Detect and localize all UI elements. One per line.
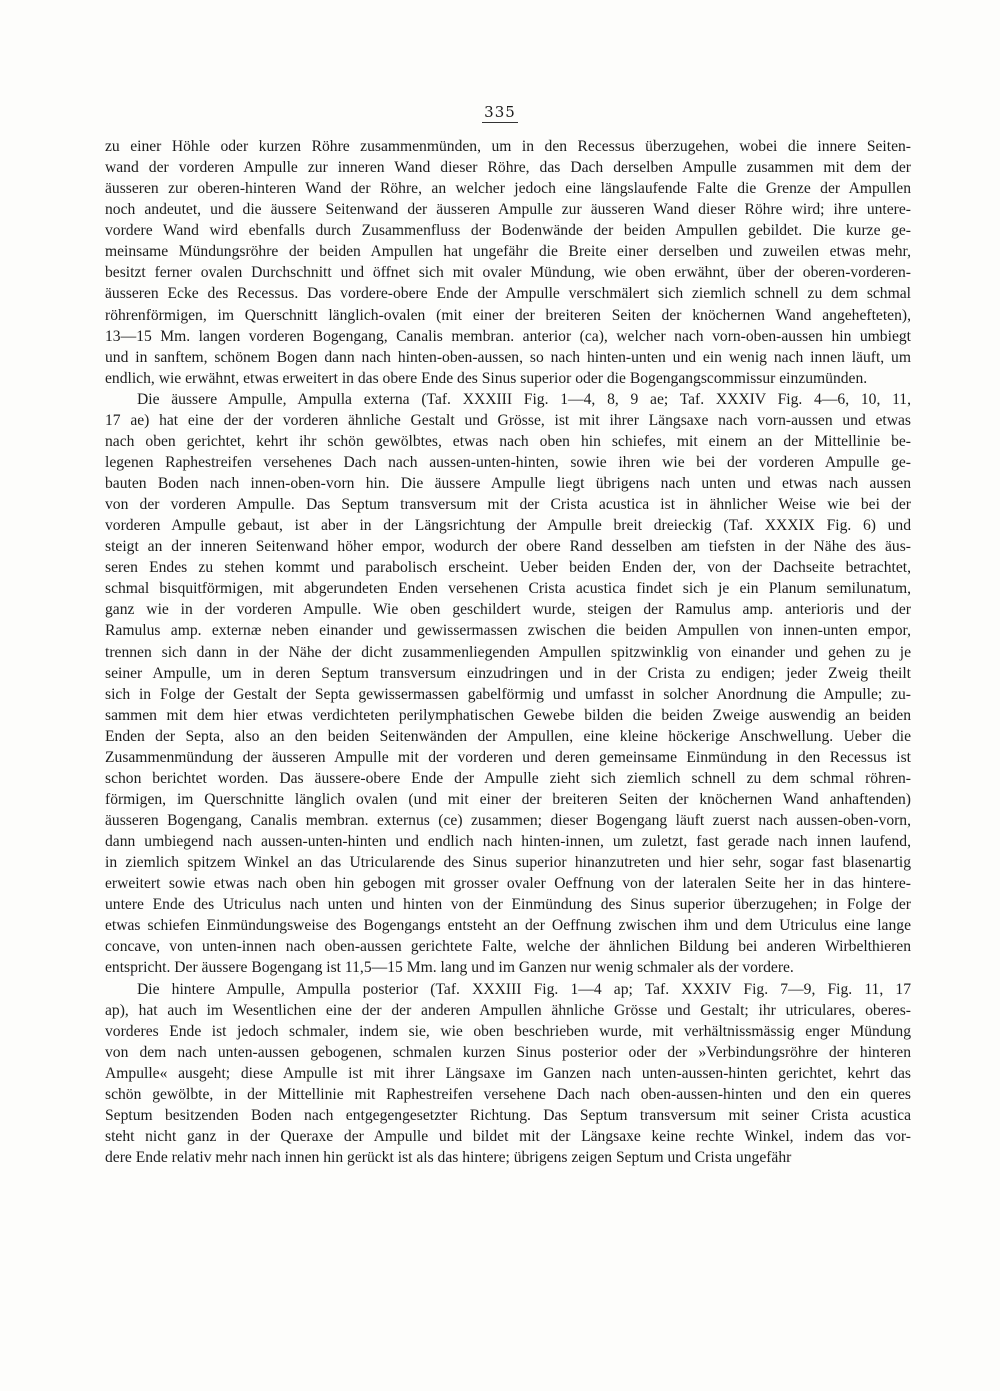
text-line: wand der vorderen Ampulle zur inneren Wand dieser Röhre, das Dach derselben Ampulle zusammen mit dem der	[105, 159, 911, 177]
text-line: besitzt ferner ovalen Durchschnitt und öffnet sich mit ovaler Mündung, wie oben erwähnt, über der oberen-vorderen-	[105, 264, 911, 282]
text-line: vorderen Ampulle gebaut, ist aber in der Längsrichtung der Ampulle breit dreieckig (Taf. XXXIX Fig. 6) und	[105, 517, 911, 535]
text-line: Zusammenmündung der äusseren Ampulle mit der vorderen und deren gemeinsame Einmündung in den Recessus ist	[105, 748, 911, 766]
text-line: schmal bisquitförmigen, mit abgerundeten Enden versehenen Crista acustica findet sich je ein Planum semilunatum,	[105, 580, 911, 598]
text-line: 17 ae) hat eine der der vorderen ähnliche Gestalt und Grösse, ist mit ihrer Längsaxe nach vorn-aussen und etwas	[105, 411, 911, 429]
text-line: äusseren zur oberen-hinteren Wand der Röhre, an welcher jedoch eine längslaufende Falte die Grenze der Ampullen	[105, 180, 911, 198]
text-line: sich in Folge der Gestalt der Septa gewissermassen gabelförmig und umfasst in solcher Anordnung die Ampulle; zu-	[105, 685, 911, 703]
text-line: äusseren Bogengang, Canalis membran. externus (ce) zusammen; dieser Bogengang läuft zuerst nach aussen-oben-vorn,	[105, 812, 911, 829]
text-line: endlich, wie erwähnt, etwas erweitert in das obere Ende des Sinus superior oder die Bogengangscommissur einzumünden.	[105, 369, 868, 387]
text-line: trennen sich dann in der Nähe der dicht zusammenliegenden Ampullen spitzwinklig von einander und gehen zu je	[105, 643, 911, 661]
text-line: noch andeutet, und die äussere Seitenwand der äusseren Ampulle zur äusseren Wand dieser Röhre wird; ihre untere-	[105, 201, 911, 219]
text-line: concave, von unten-innen nach oben-aussen gerichtete Falte, welche der ähnlichen Bildung bei anderen Wirbelthieren	[105, 938, 911, 956]
text-line: nach oben gerichtet, kehrt ihr schön gewölbtes, etwas nach oben hin schiefes, mit einem an der Mittellinie be-	[105, 432, 911, 450]
text-line: vorderes Ende ist jedoch schmaler, indem sie, wie oben beschrieben wurde, mit verhältnissmässig enger Mündung	[105, 1022, 911, 1040]
text-line: Septum besitzenden Boden nach entgegengesetzter Richtung. Das Septum transversum mit seiner Crista acustica	[105, 1106, 911, 1124]
text-line: vordere Wand wird ebenfalls durch Zusammenfluss der Bodenwände der beiden Ampullen gebildet. Die kurze ge-	[105, 222, 911, 240]
body-text	[105, 136, 911, 1168]
text-line: bauten Boden nach innen-oben-vorn hin. Die äussere Ampulle liegt übrigens nach unten und etwas nach aussen	[105, 475, 911, 492]
text-line: röhrenförmigen, im Querschnitt länglich-ovalen (mit einer der breiteren Seiten der knöchernen Wand angehefteten),	[105, 306, 911, 324]
text-line: in ziemlich spitzem Winkel an das Utricularende des Sinus superior hinanzutreten und hier sehr, sogar fast blasenartig	[105, 854, 911, 872]
text-line: schön gewölbte, in der Mittellinie mit Raphestreifen versehene Dach nach oben-aussen-hinten und den ein queres	[105, 1085, 911, 1103]
paragraph	[105, 979, 911, 1169]
text-line: ganz wie in der vorderen Ampulle. Wie oben geschildert wurde, steigen der Ramulus amp. anterioris und der	[105, 601, 911, 619]
text-line: untere Ende des Utriculus nach unten und hinten von der Einmündung des Sinus superior überzugehen; in Folge der	[105, 896, 911, 914]
text-line: seiner Ampulle, um in deren Septum transversum einzudringen und in der Crista zu endigen; jeder Zweig theilt	[105, 664, 911, 682]
text-line: von dem nach unten-aussen gebogenen, schmalen kurzen Sinus posterior oder der »Verbindungsröhre der hinteren	[105, 1043, 911, 1061]
text-line: Enden der Septa, also an den beiden Seitenwänden der Ampullen, eine kleine höckerige Anschwellung. Ueber die	[105, 727, 911, 745]
text-line: dann umbiegend nach aussen-unten-hinten und endlich nach hinten-innen, um zuletzt, fast gerade nach innen laufend,	[105, 833, 911, 851]
page-number-text: 335	[484, 103, 516, 121]
text-line: Die äussere Ampulle, Ampulla externa (Taf. XXXIII Fig. 1—4, 8, 9 ae; Taf. XXXIV Fig. 4—6, 10, 11,	[137, 390, 911, 408]
paragraph	[105, 389, 911, 979]
text-line: ap), hat auch im Wesentlichen eine der der anderen Ampullen ähnliche Grösse und Gestalt; ihr utriculares, oberes-	[105, 1001, 911, 1019]
text-line: steht nicht ganz in der Queraxe der Ampulle und bildet mit der Längsaxe keine rechte Winkel, indem das vor-	[105, 1127, 911, 1145]
text-line: sammen mit dem hier etwas verdichteten perilymphatischen Gewebe bilden die beiden Zweige auswendig an beiden	[105, 706, 911, 724]
text-line: entspricht. Der äussere Bogengang ist 11,5—15 Mm. lang und im Ganzen nur wenig schmaler als der vordere.	[105, 959, 794, 977]
text-line: äusseren Ecke des Recessus. Das vordere-obere Ende der Ampulle verschmälert sich ziemlich schnell zu dem schmal	[105, 285, 911, 303]
page-number	[0, 103, 1000, 121]
text-line: dere Ende relativ mehr nach innen hin gerückt ist als das hintere; übrigens zeigen Septum und Crista ungefähr	[105, 1149, 792, 1166]
text-line: schon berichtet worden. Das äussere-obere Ende der Ampulle zieht sich ziemlich schnell zu dem schmal röhren-	[105, 769, 911, 787]
text-line: von der vorderen Ampulle. Das Septum transversum mit der Crista acustica ist in ähnlicher Weise wie bei der	[105, 496, 911, 514]
text-line: und in sanftem, schönem Bogen dann nach hinten-oben-aussen, so nach hinten-unten und ein wenig nach innen läuft, um	[105, 348, 911, 366]
text-line: förmigen, im Querschnitte länglich ovalen (und mit einer der breiteren Seiten der knöchernen Wand anhaftenden)	[105, 790, 911, 808]
text-line: zu einer Höhle oder kurzen Röhre zusammenmünden, um in den Recessus überzugehen, wobei die innere Seiten-	[105, 138, 911, 155]
text-line: 13—15 Mm. langen vorderen Bogengang, Canalis membran. anterior (ca), welcher nach vorn-oben-aussen hin umbiegt	[105, 327, 911, 345]
text-line: erweitert sowie etwas nach oben hin gebogen mit grosser ovaler Oeffnung von der lateralen Seite her in das hintere-	[105, 875, 911, 893]
text-line: meinsame Mündungsröhre der beiden Ampullen hat ungefähr die Breite einer derselben und zuweilen etwas mehr,	[105, 243, 911, 261]
text-line: legenen Raphestreifen versehenes Dach nach aussen-unten-hinten, sowie ihren wie bei der vorderen Ampulle ge-	[105, 453, 911, 471]
text-line: Die hintere Ampulle, Ampulla posterior (Taf. XXXIII Fig. 1—4 ap; Taf. XXXIV Fig. 7—9, Fig. 11, 17	[137, 980, 911, 998]
text-line: etwas schiefen Einmündungsweise des Bogengangs entsteht an der Oeffnung zwischen ihm und dem Utriculus eine lange	[105, 917, 911, 935]
paragraph	[105, 136, 911, 389]
text-line: seren Endes zu stehen kommt und parabolisch erscheint. Ueber beiden Enden der, von der Dachseite betrachtet,	[105, 559, 911, 577]
text-line: steigt an der inneren Seitenwand höher empor, wodurch der obere Rand desselben am tiefsten in der Nähe des äus-	[105, 538, 911, 556]
text-line: Ramulus amp. externæ neben einander und gewissermassen zwischen die beiden Ampullen von innen-unten empor,	[105, 622, 911, 640]
text-line: Ampulle« ausgeht; diese Ampulle ist mit ihrer Längsaxe im Ganzen nach unten-aussen-hinten gerichtet, kehrt das	[105, 1064, 911, 1082]
